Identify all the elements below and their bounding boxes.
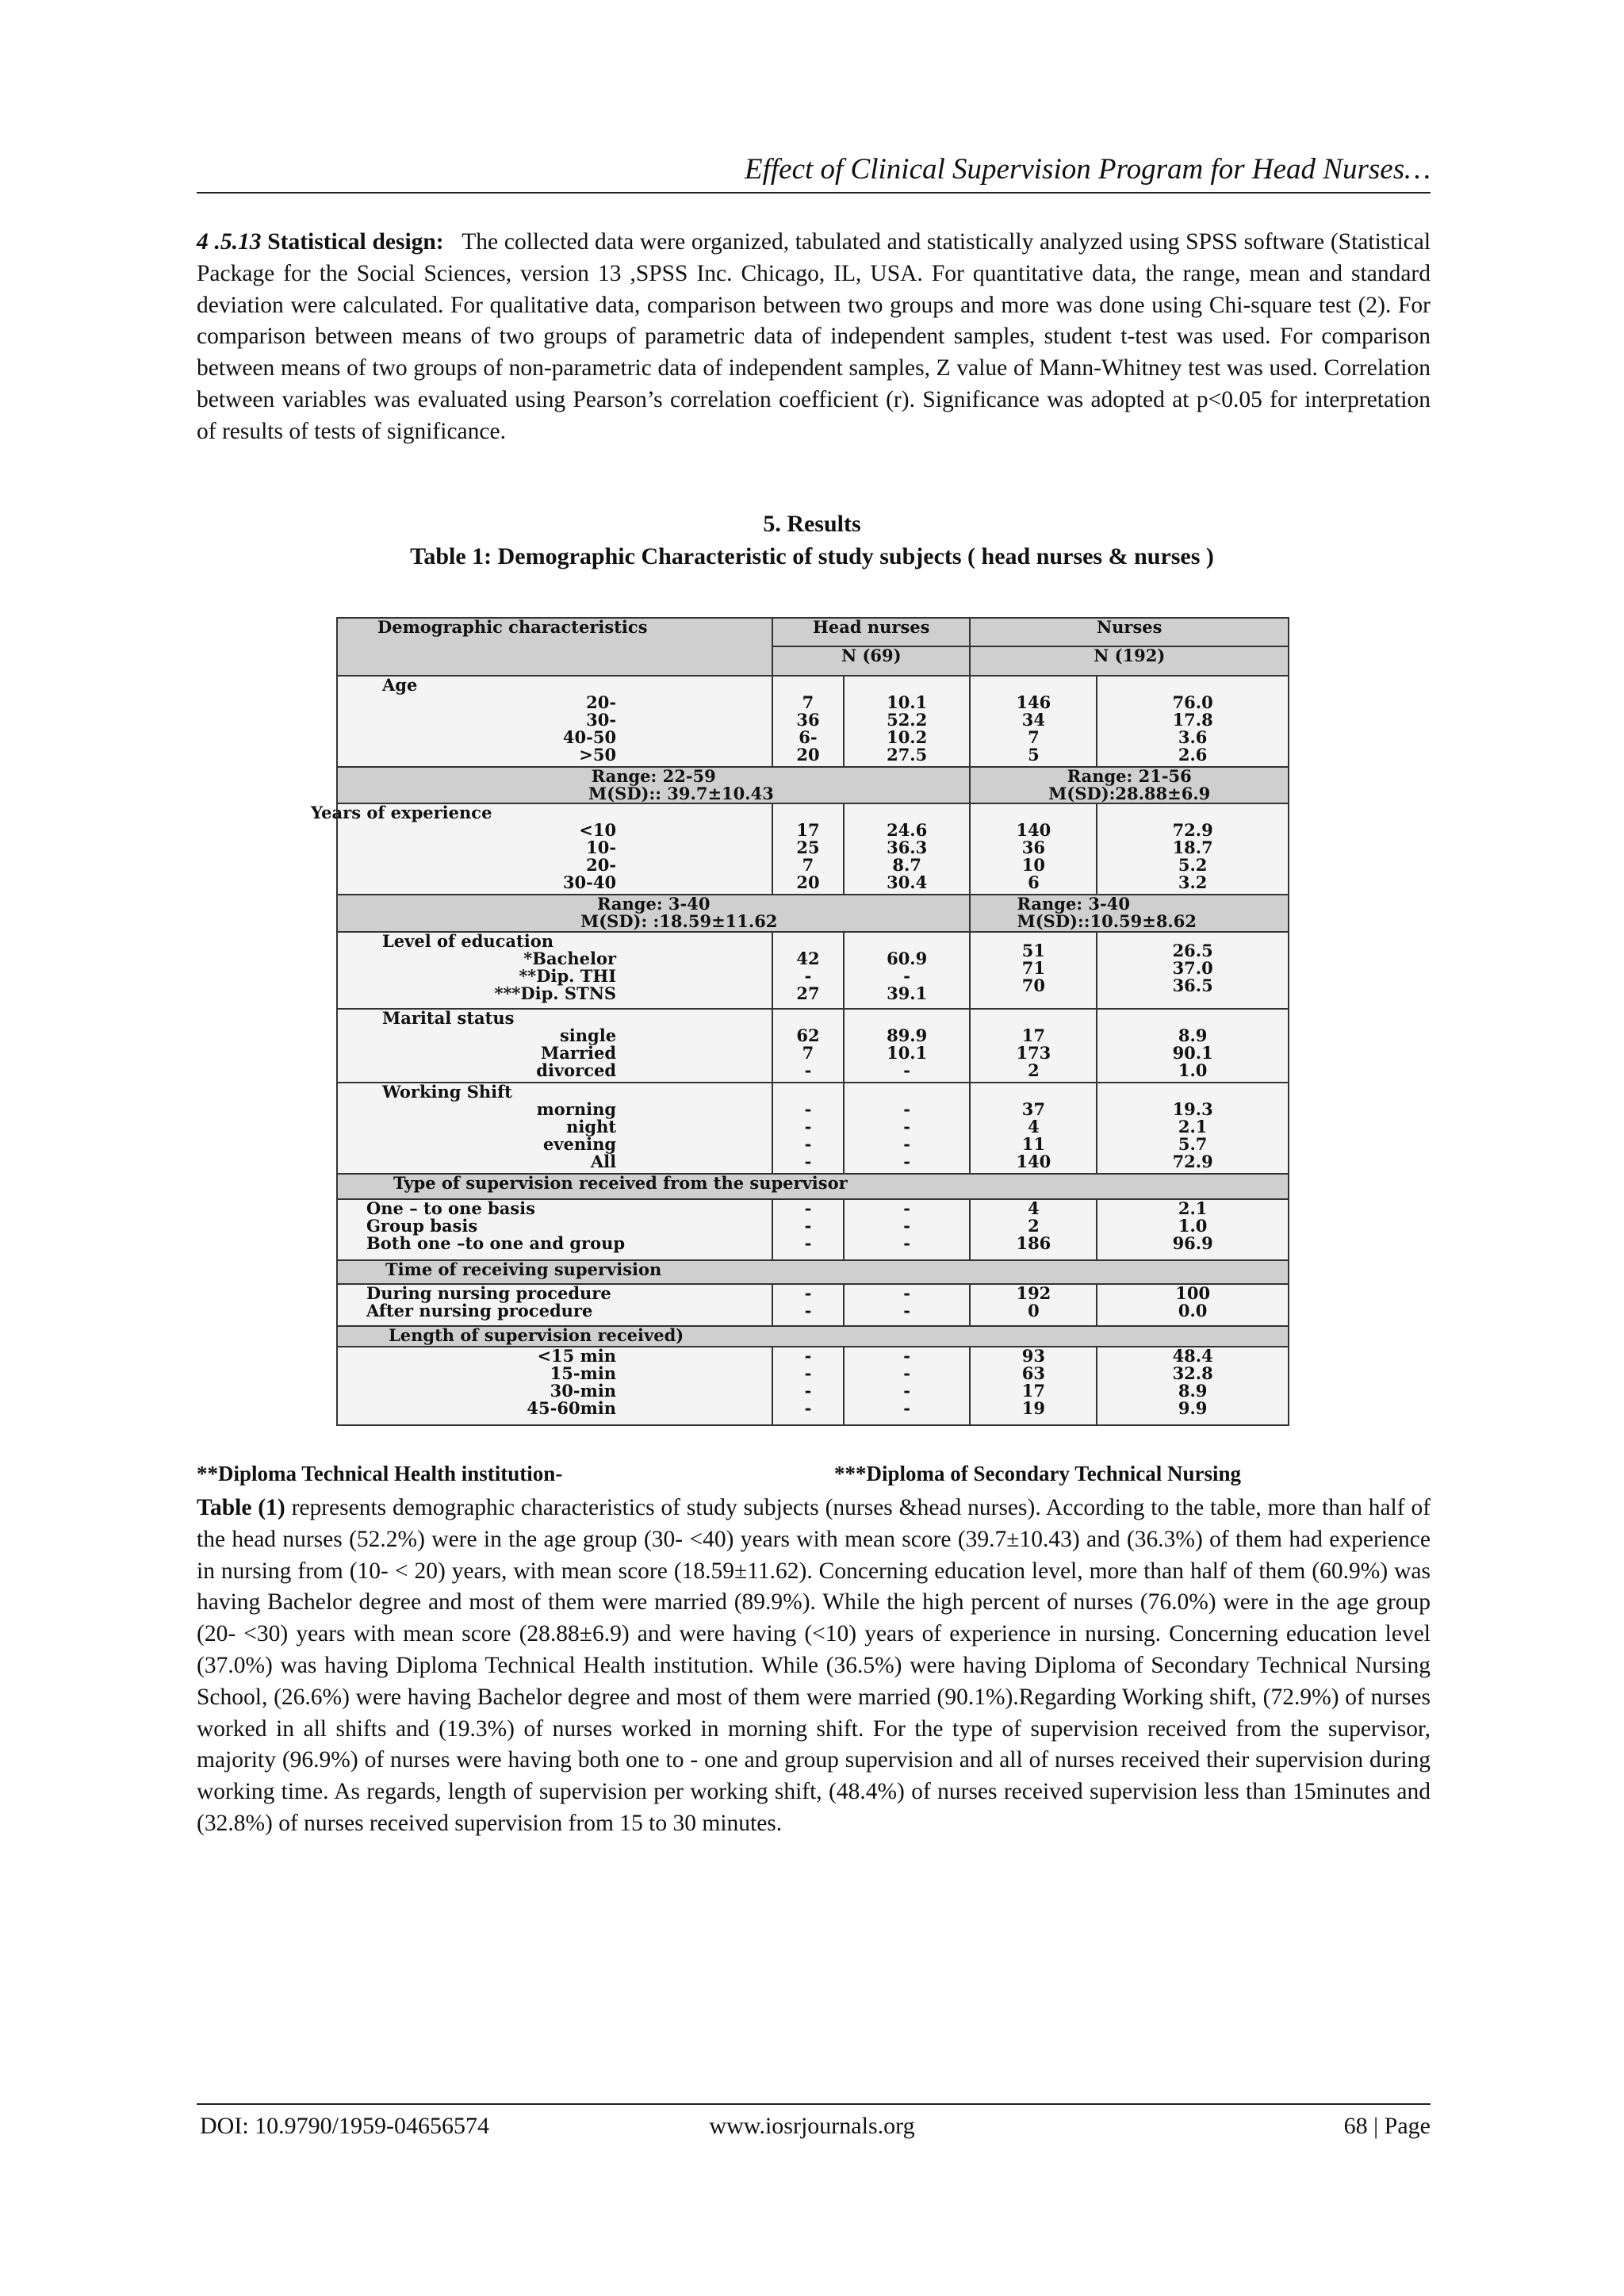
table-footnote-diploma-health: **Diploma Technical Health institution- <box>197 1462 563 1485</box>
marital-nurses-pct: 8.9 90.1 1.0 <box>1097 1009 1289 1083</box>
experience-range-head: Range: 3-40 M(SD): :18.59±11.62 <box>337 895 970 931</box>
experience-nurses-n: 140 36 10 6 <box>970 803 1097 895</box>
experience-label: Years of experience <box>311 803 492 823</box>
type-supervision-nurses-n: 4 2 186 <box>970 1199 1097 1260</box>
running-head: Effect of Clinical Supervision Program for Head Nurses… <box>744 153 1431 186</box>
marital-nurses-n: 17 173 2 <box>970 1009 1097 1083</box>
shift-nurses-pct: 19.3 2.1 5.7 72.9 <box>1097 1083 1289 1174</box>
experience-label-cell: Years of experience <10 10- 20- 30-40 <box>337 803 772 895</box>
time-supervision-cats: During nursing procedure After nursing procedure <box>337 1284 772 1326</box>
header-demographic: Demographic characteristics <box>337 618 772 676</box>
shift-label: Working Shift <box>382 1081 512 1102</box>
section-heading: Statistical design: <box>267 229 444 255</box>
type-supervision-label: Type of supervision received from the supervisor <box>337 1174 1289 1199</box>
summary-label: Table (1) <box>197 1495 285 1520</box>
education-nurses-pct: 26.5 37.0 36.5 <box>1097 932 1289 1009</box>
length-supervision-nurses-pct: 48.4 32.8 8.9 9.9 <box>1097 1347 1289 1425</box>
marital-label-cell: Marital status single Married divorced <box>337 1009 772 1083</box>
time-supervision-label: Time of receiving supervision <box>337 1260 1289 1284</box>
header-head-nurses: Head nurses <box>772 618 970 646</box>
summary-text: represents demographic characteristics of study subjects (nurses &head nurses). According to the table, more than half of the head nurses (52.2%) were in the age group (30- <40) years with mean score (39.7±10.43) and (36.3%) of them had experience in nursing from (10- < 20) years, with mean score (18.59±11.62). Concerning education level, more than half of them (60.9%) was having Bachelor degree and most of them were married (89.9%). While the high percent of nurses (76.0%) were in the age group (20- <30) years with mean score (28.88±6.9) and were having (<10) years of experience in nursing. Concerning education level (37.0%) was having Diploma Technical Health institution. While (36.5%) were having Diploma of Secondary Technical Nursing School, (26.6%) were having Bachelor degree and most of them were married (90.1%).Regarding Working shift, (72.9%) of nurses worked in all shifts and (19.3%) of nurses worked in morning shift. For the type of supervision received from the supervisor, majority (96.9%) of nurses were having both one to - one and group supervision and all of nurses received their supervision during working time. As regards, length of supervision per working shift, (48.4%) of nurses received supervision less than 15minutes and (32.8%) of nurses received supervision from 15 to 30 minutes. <box>197 1495 1431 1836</box>
table-caption: Table 1: Demographic Characteristic of study subjects ( head nurses & nurses ) <box>410 543 1214 569</box>
table-summary-paragraph <box>197 1493 1431 1840</box>
age-range-head: Range: 22-59 M(SD):: 39.7±10.43 <box>337 767 970 803</box>
time-supervision-head-n: - - <box>772 1284 844 1326</box>
results-heading: 5. Results <box>763 511 861 537</box>
shift-label-cell: Working Shift morning night evening All <box>337 1083 772 1174</box>
experience-range-nurses: Range: 3-40 M(SD)::10.59±8.62 <box>970 895 1289 931</box>
experience-head-pct: 24.6 36.3 8.7 30.4 <box>844 803 971 895</box>
length-supervision-cats: <15 min 15-min 30-min 45-60min <box>337 1347 772 1425</box>
age-label: Age <box>382 674 418 695</box>
length-supervision-label: Length of supervision received) <box>337 1326 1289 1347</box>
age-cat: 20- <box>586 692 617 712</box>
table-footnote-diploma-nursing: ***Diploma of Secondary Technical Nursing <box>834 1462 1242 1485</box>
shift-head-pct: - - - - <box>844 1083 971 1174</box>
age-nurses-pct: 76.0 17.8 3.6 2.6 <box>1097 676 1289 767</box>
time-supervision-head-pct: - - <box>844 1284 971 1326</box>
time-supervision-nurses-n: 192 0 <box>970 1284 1097 1326</box>
age-cat: 40-50 <box>562 726 617 747</box>
experience-nurses-pct: 72.9 18.7 5.2 3.2 <box>1097 803 1289 895</box>
age-range-nurses: Range: 21-56 M(SD):28.88±6.9 <box>970 767 1289 803</box>
section-text: The collected data were organized, tabulated and statistically analyzed using SPSS software (Statistical Package for the Social Sciences, version 13 ,SPSS Inc. Chicago, IL, USA. For quantitative data, the range, mean and standard deviation were calculated. For qualitative data, comparison between two groups and more was done using Chi-square test (2). For comparison between means of two groups of parametric data of independent samples, student t-test was used. For comparison between means of two groups of non-parametric data of independent samples, Z value of Mann-Whitney test was used. Correlation between variables was evaluated using Pearson’s correlation coefficient (r). Significance was adopted at p<0.05 for interpretation of results of tests of significance. <box>197 229 1431 444</box>
marital-label: Marital status <box>382 1007 515 1028</box>
age-cat: 30- <box>586 709 617 730</box>
education-label-cell: Level of education *Bachelor **Dip. THI ***Dip. STNS <box>337 932 772 1009</box>
type-supervision-head-n: - - - <box>772 1199 844 1260</box>
header-n-head: N (69) <box>772 646 970 675</box>
type-supervision-cats: One – to one basis Group basis Both one –to one and group <box>337 1199 772 1260</box>
header-nurses: Nurses <box>970 618 1289 646</box>
age-head-n: 7 36 6- 20 <box>772 676 844 767</box>
education-nurses-n: 51 71 70 <box>970 932 1097 1009</box>
marital-head-n: 62 7 - <box>772 1009 844 1083</box>
section-number: 4 .5.13 <box>197 229 262 255</box>
footer-doi: DOI: 10.9790/1959-04656574 <box>200 2113 489 2139</box>
footer-rule <box>197 2103 1431 2105</box>
education-label: Level of education <box>382 930 553 951</box>
length-supervision-head-pct: - - - - <box>844 1347 971 1425</box>
type-supervision-nurses-pct: 2.1 1.0 96.9 <box>1097 1199 1289 1260</box>
length-supervision-head-n: - - - - <box>772 1347 844 1425</box>
shift-head-n: - - - - <box>772 1083 844 1174</box>
shift-nurses-n: 37 4 11 140 <box>970 1083 1097 1174</box>
education-head-pct: 60.9 - 39.1 <box>844 932 971 1009</box>
age-cat: >50 <box>579 744 617 765</box>
length-supervision-nurses-n: 93 63 17 19 <box>970 1347 1097 1425</box>
statistical-design-paragraph <box>197 227 1431 448</box>
header-n-nurses: N (192) <box>970 646 1289 675</box>
footer-page-number: 68 | Page <box>1343 2113 1431 2139</box>
experience-head-n: 17 25 7 20 <box>772 803 844 895</box>
demographic-table <box>311 617 1289 1426</box>
type-supervision-head-pct: - - - <box>844 1199 971 1260</box>
header-rule <box>197 192 1431 194</box>
time-supervision-nurses-pct: 100 0.0 <box>1097 1284 1289 1326</box>
marital-head-pct: 89.9 10.1 - <box>844 1009 971 1083</box>
age-label-cell <box>337 676 772 767</box>
age-nurses-n: 146 34 7 5 <box>970 676 1097 767</box>
education-head-n: 42 - 27 <box>772 932 844 1009</box>
age-head-pct: 10.1 52.2 10.2 27.5 <box>844 676 971 767</box>
footer-website: www.iosrjournals.org <box>709 2113 915 2139</box>
